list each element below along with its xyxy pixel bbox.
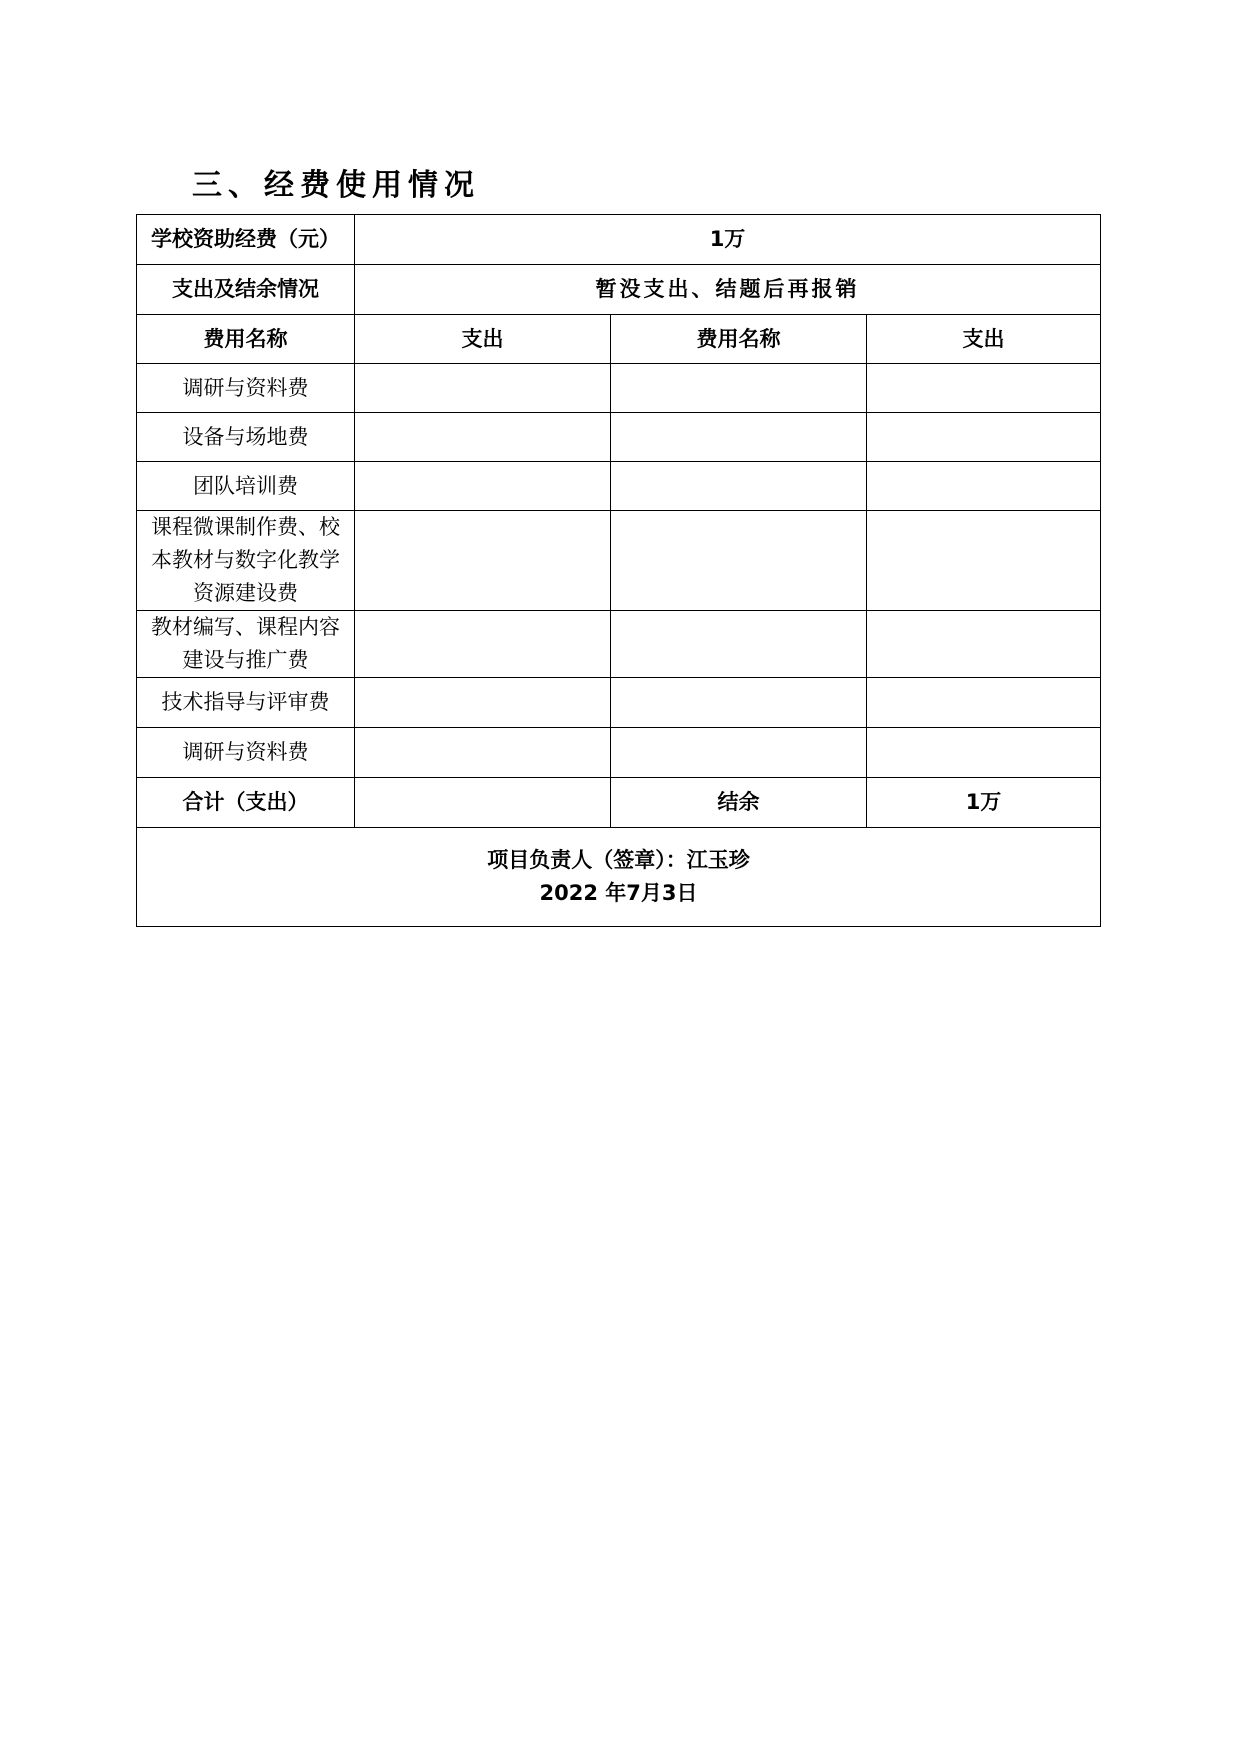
- item-amount-2: [867, 413, 1101, 462]
- table-row: [137, 413, 1101, 462]
- table-row: [137, 678, 1101, 728]
- item-name: 调研与资料费: [137, 728, 355, 778]
- item-amount: [355, 511, 611, 611]
- total-spent: [355, 778, 611, 828]
- item-amount-2: [867, 611, 1101, 678]
- spending-status-row: [137, 265, 1101, 315]
- item-name-2: [611, 511, 867, 611]
- signature-cell: [137, 828, 1101, 927]
- item-amount-2: [867, 678, 1101, 728]
- header-name-2: 费用名称: [611, 315, 867, 364]
- balance-value: 1万: [867, 778, 1101, 828]
- item-name-2: [611, 728, 867, 778]
- balance-label: 结余: [611, 778, 867, 828]
- header-row: [137, 315, 1101, 364]
- item-amount-2: [867, 364, 1101, 413]
- table-row: [137, 728, 1101, 778]
- total-label: 合计（支出）: [137, 778, 355, 828]
- item-name: 团队培训费: [137, 462, 355, 511]
- spending-status-label: 支出及结余情况: [137, 265, 355, 315]
- item-amount: [355, 462, 611, 511]
- header-amount-2: 支出: [867, 315, 1101, 364]
- item-name: 技术指导与评审费: [137, 678, 355, 728]
- item-name-2: [611, 364, 867, 413]
- item-name: 课程微课制作费、校本教材与数字化教学资源建设费: [137, 511, 355, 611]
- item-amount: [355, 678, 611, 728]
- expense-table: [136, 214, 1101, 927]
- table-row: [137, 611, 1101, 678]
- section-title: 三、经费使用情况: [192, 168, 480, 203]
- header-amount: 支出: [355, 315, 611, 364]
- item-amount-2: [867, 728, 1101, 778]
- funding-row: [137, 215, 1101, 265]
- item-name-2: [611, 678, 867, 728]
- item-amount-2: [867, 511, 1101, 611]
- item-name: 教材编写、课程内容建设与推广费: [137, 611, 355, 678]
- table-row: [137, 364, 1101, 413]
- table-row: [137, 462, 1101, 511]
- item-amount: [355, 728, 611, 778]
- header-name: 费用名称: [137, 315, 355, 364]
- item-name: 调研与资料费: [137, 364, 355, 413]
- funding-value: 1万: [355, 215, 1101, 265]
- signature-row: [137, 828, 1101, 927]
- signature-date: 2022 年7月3日: [539, 881, 698, 905]
- item-amount: [355, 364, 611, 413]
- funding-label: 学校资助经费（元）: [137, 215, 355, 265]
- item-name: 设备与场地费: [137, 413, 355, 462]
- item-amount: [355, 611, 611, 678]
- item-amount-2: [867, 462, 1101, 511]
- totals-row: [137, 778, 1101, 828]
- signature-text: 项目负责人（签章）：江玉珍: [487, 848, 750, 872]
- table-row: [137, 511, 1101, 611]
- item-amount: [355, 413, 611, 462]
- item-name-2: [611, 611, 867, 678]
- item-name-2: [611, 462, 867, 511]
- item-name-2: [611, 413, 867, 462]
- spending-status-value: 暂没支出、结题后再报销: [355, 265, 1101, 315]
